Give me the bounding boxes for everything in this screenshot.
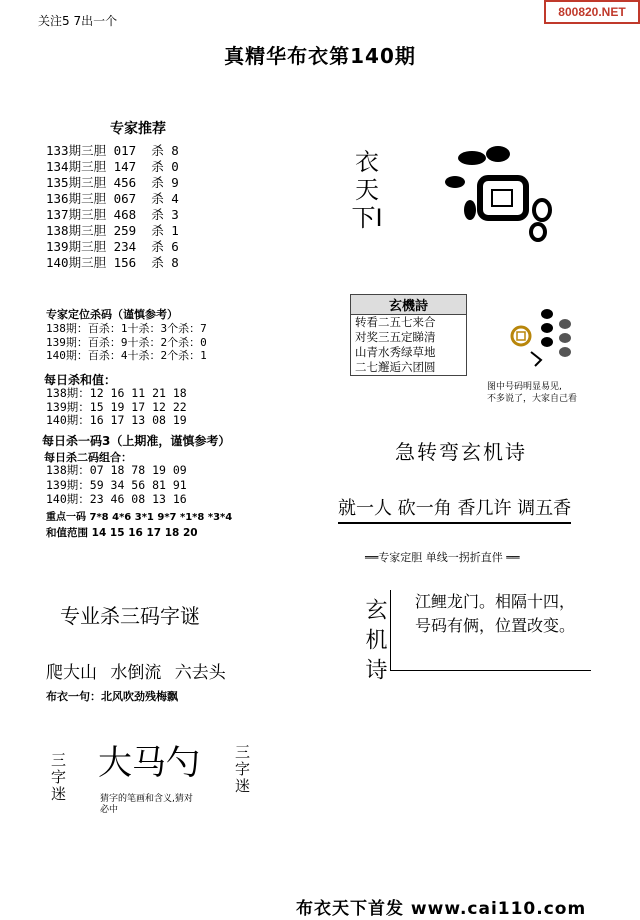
sum-kill-row: 138期：12 16 11 21 18 (46, 386, 187, 400)
riddle-title: 专业杀三码字谜 (60, 604, 200, 628)
xuan-line: 江鲤龙门。相隔十四， (415, 592, 576, 611)
poem-line: 山青水秀绿草地 (355, 345, 436, 359)
riddle-right-vertical: 三字迷 (233, 744, 251, 795)
sum-kill-row: 140期：16 17 13 08 19 (46, 413, 187, 427)
xuan-line: 号码有俩，位置改变。 (415, 616, 576, 635)
coin-note-line: 图中号码明显易见, (487, 382, 562, 392)
line-words: 就一人 砍一角 香几许 调五香 (338, 494, 571, 524)
two-combo-row: 140期：23 46 08 13 16 (46, 492, 187, 506)
position-kill-row: 140期：百杀：4十杀：2个杀：1 (46, 349, 207, 362)
expert-dash-line: ══专家定胆 单线一拐折直伴 ══ (365, 551, 520, 564)
sum-kill-list (46, 387, 187, 428)
expert-row: 138期三胆 259 杀 1 (46, 223, 179, 238)
key-one-code: 重点一码 7*8 4*6 3*1 9*7 *1*8 *3*4 (46, 512, 233, 523)
urgent-poem-title: 急转弯玄机诗 (395, 440, 527, 464)
coin-stack-icon (505, 304, 585, 374)
poem-line: 二七邂逅六团圆 (355, 360, 436, 374)
position-kill-list (46, 322, 207, 363)
riddle-big-word: 大马勺 (98, 743, 200, 783)
poem-line: 转看二五七来合 (355, 315, 436, 329)
expert-row: 140期三胆 156 杀 8 (46, 255, 179, 270)
xuan-vertical-title: 玄机诗 (362, 598, 387, 688)
expert-title: 专家推荐 (110, 121, 166, 137)
coin-note (487, 381, 577, 405)
expert-row: 134期三胆 147 杀 0 (46, 159, 179, 174)
one-kill-title: 每日杀一码3（上期准，谨慎参考） (42, 434, 231, 448)
expert-row: 139期三胆 234 杀 6 (46, 239, 179, 254)
two-combo-title: 每日杀二码组合： (44, 451, 132, 464)
riddle-tiny-note: 猜字的笔画和含义,猜对必中 (100, 794, 193, 815)
page-title: 真精华布衣第140期 (224, 44, 416, 68)
expert-row: 133期三胆 017 杀 8 (46, 143, 179, 158)
expert-row: 136期三胆 067 杀 4 (46, 191, 179, 206)
cloth-vertical-title: 衣天下I (351, 148, 383, 232)
expert-row: 137期三胆 468 杀 3 (46, 207, 179, 222)
poem-title: 玄機詩 (351, 295, 466, 315)
two-combo-list (46, 463, 187, 507)
sum-range: 和值范围 14 15 16 17 18 20 (46, 527, 198, 539)
position-kill-title: 专家定位杀码（谨慎参考） (46, 308, 178, 321)
position-kill-row: 139期：百杀：9十杀：2个杀：0 (46, 335, 207, 349)
coin-note-line: 不多说了，大家自己看 (487, 394, 578, 404)
expert-row: 135期三胆 456 杀 9 (46, 175, 179, 190)
expert-list (46, 143, 179, 271)
riddle-words: 爬大山 水倒流 六去头 (46, 663, 226, 683)
top-note: 关注5 7出一个 (38, 14, 118, 28)
coins-sketch-icon (430, 140, 560, 250)
footer: 布衣天下首发 www.cai110.com (296, 899, 587, 919)
site-watermark: 800820.NET (544, 0, 640, 24)
poem-line: 对奖三五定睇清 (355, 330, 436, 344)
poem-box (350, 294, 467, 376)
sum-kill-row: 139期：15 19 17 12 22 (46, 399, 187, 414)
riddle-hint: 布衣一句：北风吹劲残梅飘 (46, 690, 178, 703)
xuan-text (415, 590, 575, 638)
riddle-left-vertical: 三字迷 (49, 752, 67, 803)
sum-kill-title: 每日杀和值： (44, 373, 117, 387)
two-combo-row: 138期：07 18 78 19 09 (46, 463, 187, 477)
position-kill-row: 138期：百杀：1十杀：3个杀：7 (46, 322, 207, 335)
two-combo-row: 139期：59 34 56 81 91 (46, 477, 187, 492)
